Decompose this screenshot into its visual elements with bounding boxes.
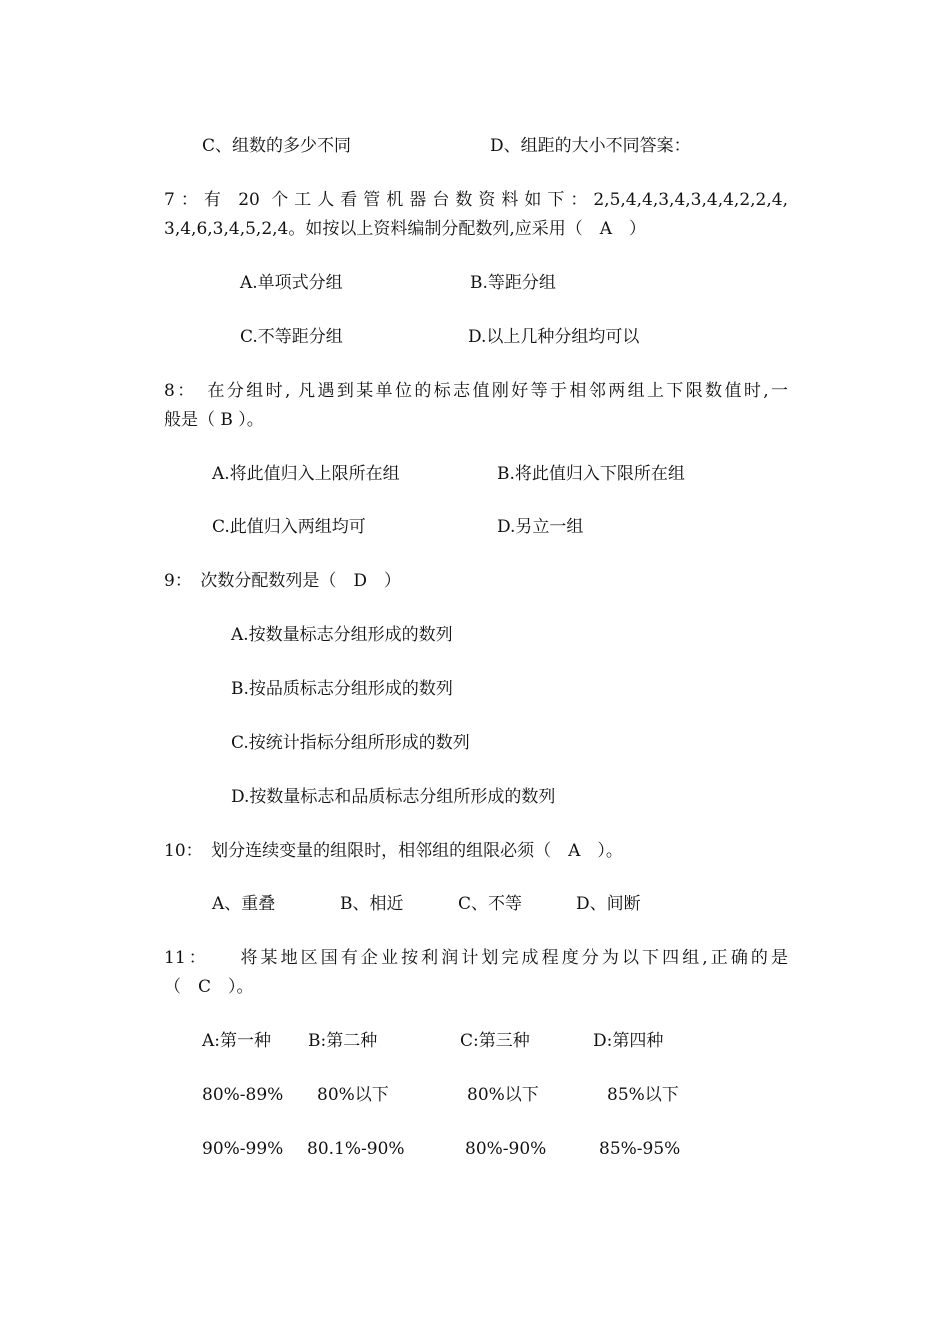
q11-stem-line1: 11： 将某地区国有企业按利润计划完成程度分为以下四组,正确的是 [164, 948, 788, 968]
q8-option-b: B.将此值归入下限所在组 [497, 464, 685, 484]
q10-stem: 10： 划分连续变量的组限时，相邻组的组限必须（ A ）。 [164, 841, 623, 861]
q7-option-c: C.不等距分组 [240, 327, 343, 347]
q11-table-cell: 80.1%-90% [307, 1139, 405, 1159]
q11-table-header: D:第四种 [593, 1031, 664, 1051]
q8-option-d: D.另立一组 [497, 517, 584, 537]
q8-stem-line2: 般是（ B ）。 [164, 410, 264, 430]
q9-option-b: B.按品质标志分组形成的数列 [231, 679, 453, 699]
q7-option-b: B.等距分组 [470, 273, 556, 293]
q10-option-a: A、重叠 [212, 894, 276, 914]
q11-table-header: C:第三种 [460, 1031, 530, 1051]
q7-option-a: A.单项式分组 [240, 273, 343, 293]
q11-table-header: A:第一种 [202, 1031, 272, 1051]
q11-table-cell: 80%以下 [467, 1085, 539, 1105]
q10-option-b: B、相近 [340, 894, 404, 914]
q6-option-c: C、组数的多少不同 [202, 136, 352, 156]
q10-option-c: C、不等 [458, 894, 523, 914]
q7-stem-line1: 7：有 20 个工人看管机器台数资料如下：2,5,4,4,3,4,3,4,4,2,2,4, [164, 190, 788, 210]
q8-stem-line1: 8： 在分组时, 凡遇到某单位的标志值刚好等于相邻两组上下限数值时,一 [164, 381, 788, 401]
q7-stem-line2: 3,4,6,3,4,5,2,4。如按以上资料编制分配数列,应采用（ A ） [164, 219, 647, 239]
q11-stem-line2: （ C ）。 [164, 977, 254, 997]
q7-option-d: D.以上几种分组均可以 [468, 327, 640, 347]
q9-stem: 9： 次数分配数列是（ D ） [164, 571, 401, 591]
q6-option-d: D、组距的大小不同答案： [490, 136, 691, 156]
q9-option-a: A.按数量标志分组形成的数列 [231, 625, 453, 645]
q9-option-c: C.按统计指标分组所形成的数列 [231, 733, 470, 753]
q11-table-cell: 90%-99% [202, 1139, 284, 1159]
q11-table-cell: 80%-90% [465, 1139, 547, 1159]
q10-option-d: D、间断 [576, 894, 641, 914]
q11-table-cell: 85%-95% [599, 1139, 681, 1159]
q8-option-c: C.此值归入两组均可 [212, 517, 366, 537]
q11-table-cell: 85%以下 [607, 1085, 679, 1105]
q11-table-cell: 80%-89% [202, 1085, 284, 1105]
q9-option-d: D.按数量标志和品质标志分组所形成的数列 [231, 787, 556, 807]
q11-table-header: B:第二种 [308, 1031, 378, 1051]
q8-option-a: A.将此值归入上限所在组 [212, 464, 400, 484]
q11-table-cell: 80%以下 [317, 1085, 389, 1105]
